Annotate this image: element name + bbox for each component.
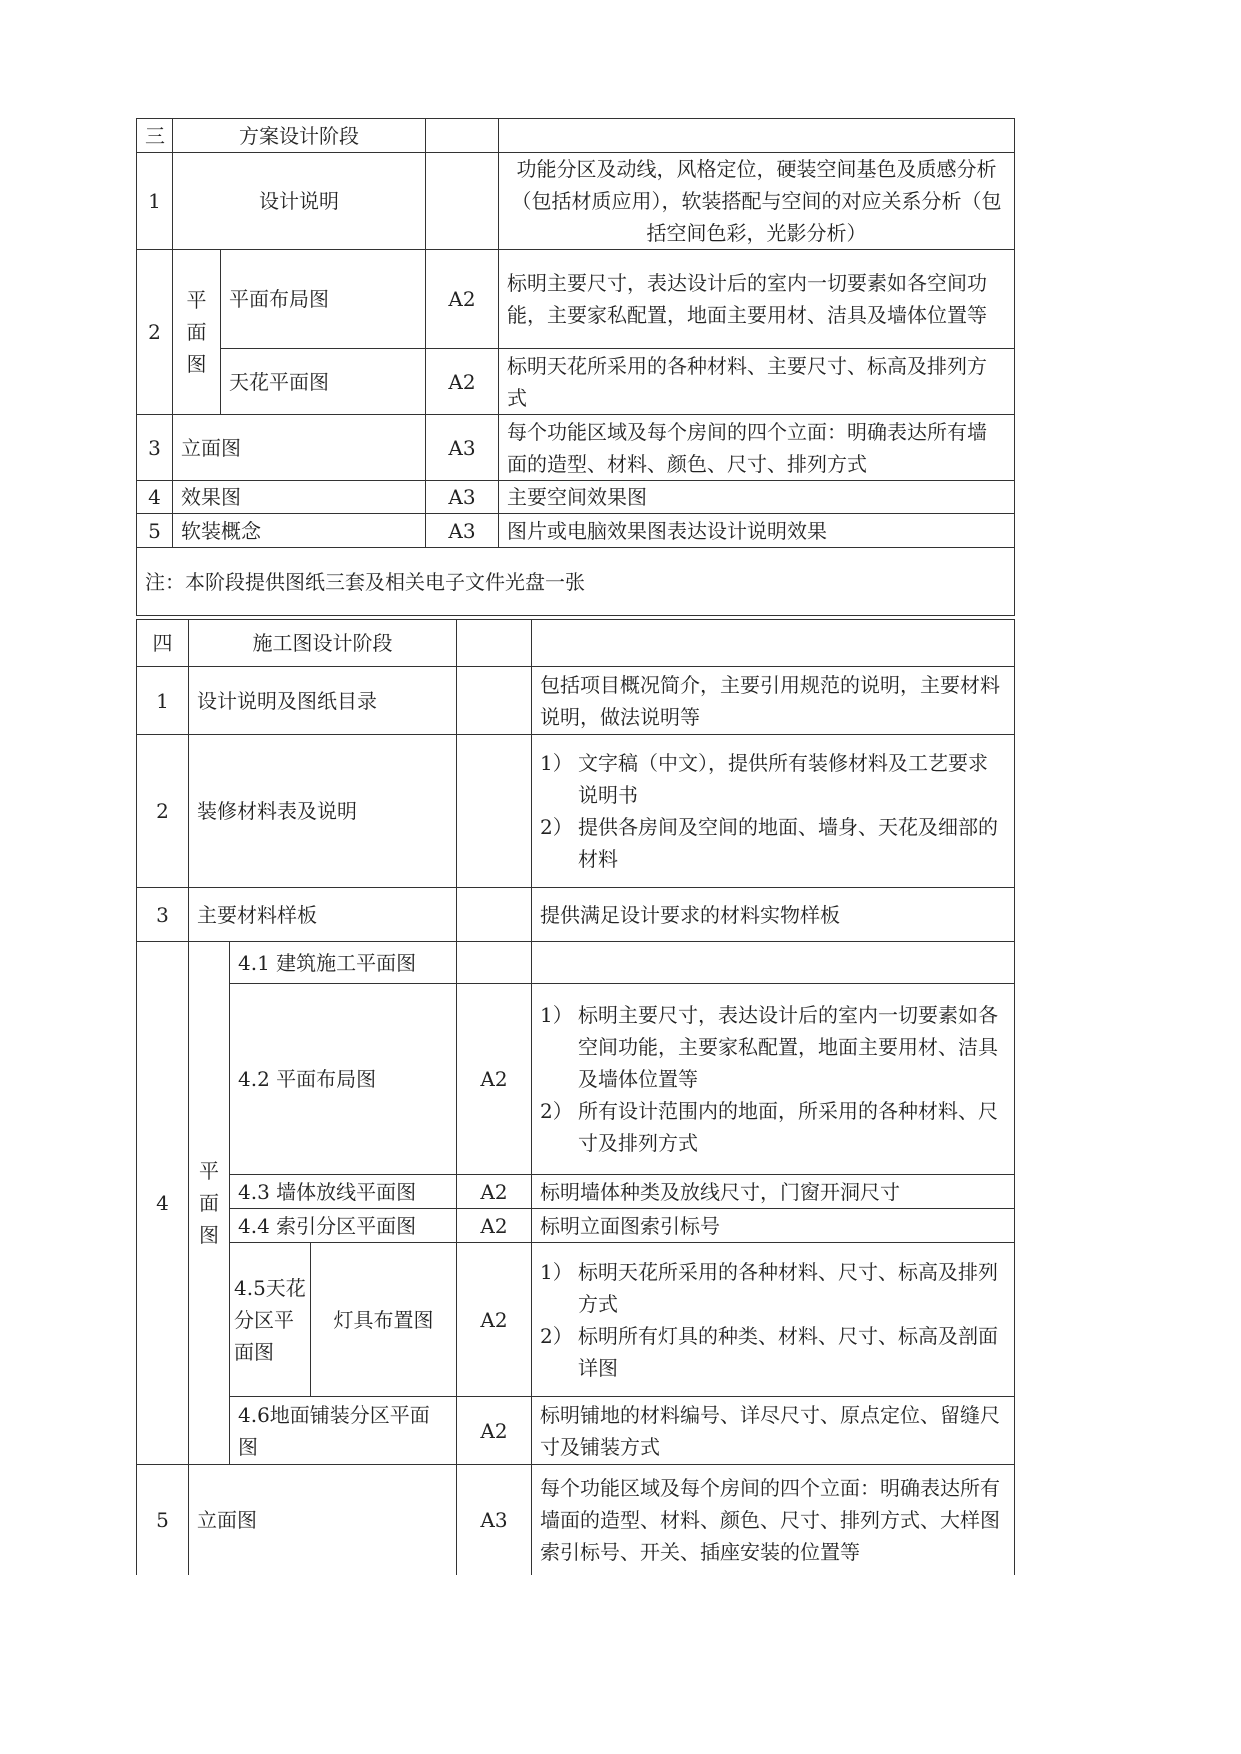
list-item	[540, 999, 1006, 1095]
row-size: A2	[426, 250, 499, 349]
size-cell	[426, 119, 499, 153]
row-group	[173, 250, 221, 415]
row-group-label: 平面图	[199, 1159, 219, 1247]
row-size: A2	[426, 349, 499, 415]
row-desc	[532, 735, 1015, 888]
list-number: 2）	[540, 1099, 573, 1123]
row-desc	[532, 1243, 1015, 1397]
row-name: 效果图	[173, 481, 426, 514]
desc-cell	[532, 620, 1015, 667]
stage-header-row	[137, 620, 1015, 667]
row-size: A3	[426, 514, 499, 548]
numbered-list	[540, 999, 1006, 1159]
row-desc: 标明天花所采用的各种材料、主要尺寸、标高及排列方式	[499, 349, 1015, 415]
list-text: 标明所有灯具的种类、材料、尺寸、标高及剖面详图	[578, 1323, 999, 1380]
row-size	[457, 888, 532, 942]
row-number: 4	[137, 481, 173, 514]
numbered-list	[540, 747, 1006, 875]
table-row	[137, 1397, 1015, 1465]
list-text: 标明主要尺寸，表达设计后的室内一切要素如各空间功能，主要家私配置，地面主要用材、洁具及墙体位置等	[578, 1003, 999, 1091]
row-name: 天花平面图	[221, 349, 426, 415]
table-row	[137, 1175, 1015, 1209]
row-number: 2	[137, 735, 189, 888]
row-number: 3	[137, 888, 189, 942]
row-name: 设计说明及图纸目录	[189, 667, 457, 735]
list-item	[540, 1320, 1006, 1384]
row-size: A3	[457, 1465, 532, 1575]
numbered-list	[540, 1256, 1006, 1384]
list-item	[540, 811, 1006, 875]
stage-header-row	[137, 119, 1015, 153]
row-desc: 标明立面图索引标号	[532, 1209, 1015, 1243]
row-number: 5	[137, 1465, 189, 1575]
table-row	[137, 415, 1015, 481]
list-number: 1）	[540, 751, 573, 775]
row-name: 装修材料表及说明	[189, 735, 457, 888]
table-row	[137, 250, 1015, 349]
sub-row-name: 4.1 建筑施工平面图	[230, 942, 457, 984]
list-number: 1）	[540, 1259, 573, 1284]
row-number: 1	[137, 667, 189, 735]
sub-row-name: 4.5天花分区平面图	[230, 1243, 311, 1397]
table-row	[137, 481, 1015, 514]
row-size	[457, 942, 532, 984]
row-desc: 功能分区及动线，风格定位，硬装空间基色及质感分析（包括材质应用），软装搭配与空间的对应关系分析（包括空间色彩，光影分析）	[499, 153, 1015, 250]
row-size: A2	[457, 984, 532, 1175]
row-desc: 标明主要尺寸，表达设计后的室内一切要素如各空间功能，主要家私配置，地面主要用材、洁具及墙体位置等	[499, 250, 1015, 349]
row-name: 立面图	[173, 415, 426, 481]
table-row	[137, 942, 1015, 984]
row-desc: 主要空间效果图	[499, 481, 1015, 514]
row-desc: 标明铺地的材料编号、详尽尺寸、原点定位、留缝尺寸及铺装方式	[532, 1397, 1015, 1465]
row-size	[426, 153, 499, 250]
table-row	[137, 153, 1015, 250]
row-desc	[532, 984, 1015, 1175]
row-size	[457, 735, 532, 888]
list-text: 所有设计范围内的地面，所采用的各种材料、尺寸及排列方式	[578, 1099, 999, 1155]
row-size: A2	[457, 1397, 532, 1465]
row-number: 3	[137, 415, 173, 481]
row-name: 平面布局图	[221, 250, 426, 349]
table-row	[137, 888, 1015, 942]
table-row	[137, 1465, 1015, 1575]
row-number: 5	[137, 514, 173, 548]
stage-number: 三	[137, 119, 173, 153]
row-number: 2	[137, 250, 173, 415]
row-size: A2	[457, 1243, 532, 1397]
list-text: 文字稿（中文），提供所有装修材料及工艺要求说明书	[578, 751, 989, 807]
row-desc	[532, 942, 1015, 984]
row-size	[457, 667, 532, 735]
row-size: A3	[426, 415, 499, 481]
table-row	[137, 349, 1015, 415]
table-row	[137, 1243, 1015, 1397]
sub-row-name: 4.6地面铺装分区平面图	[230, 1397, 457, 1465]
list-text: 提供各房间及空间的地面、墙身、天花及细部的材料	[578, 815, 999, 871]
row-group	[189, 942, 230, 1465]
size-cell	[457, 620, 532, 667]
table-row	[137, 984, 1015, 1175]
list-item	[540, 1095, 1006, 1159]
row-desc: 包括项目概况简介，主要引用规范的说明，主要材料说明，做法说明等	[532, 667, 1015, 735]
row-size: A2	[457, 1175, 532, 1209]
row-name: 软装概念	[173, 514, 426, 548]
sub-row-name: 4.2 平面布局图	[230, 984, 457, 1175]
stage-title: 方案设计阶段	[173, 119, 426, 153]
list-number: 1）	[540, 1003, 573, 1027]
table-row	[137, 735, 1015, 888]
row-size: A2	[457, 1209, 532, 1243]
row-number: 1	[137, 153, 173, 250]
row-size: A3	[426, 481, 499, 514]
scheme-design-table	[136, 118, 1015, 616]
stage-number: 四	[137, 620, 189, 667]
row-desc: 图片或电脑效果图表达设计说明效果	[499, 514, 1015, 548]
row-name: 设计说明	[173, 153, 426, 250]
stage-note: 注：本阶段提供图纸三套及相关电子文件光盘一张	[137, 548, 1015, 616]
row-name: 主要材料样板	[189, 888, 457, 942]
table-row	[137, 667, 1015, 735]
row-group-label: 平面图	[186, 288, 207, 376]
stage-title: 施工图设计阶段	[189, 620, 457, 667]
row-desc: 提供满足设计要求的材料实物样板	[532, 888, 1015, 942]
construction-drawing-table	[136, 619, 1015, 1575]
note-row	[137, 548, 1015, 616]
row-desc: 每个功能区域及每个房间的四个立面：明确表达所有墙面的造型、材料、颜色、尺寸、排列方式	[499, 415, 1015, 481]
sub-row-name-2: 灯具布置图	[311, 1243, 457, 1397]
sub-row-name: 4.3 墙体放线平面图	[230, 1175, 457, 1209]
row-name: 立面图	[189, 1465, 457, 1575]
row-desc: 标明墙体种类及放线尺寸，门窗开洞尺寸	[532, 1175, 1015, 1209]
list-number: 2）	[540, 1323, 573, 1348]
list-text: 标明天花所采用的各种材料、尺寸、标高及排列方式	[578, 1259, 999, 1316]
list-item	[540, 747, 1006, 811]
list-item	[540, 1256, 1006, 1320]
sub-row-name: 4.4 索引分区平面图	[230, 1209, 457, 1243]
row-desc: 每个功能区域及每个房间的四个立面：明确表达所有墙面的造型、材料、颜色、尺寸、排列方式、大样图索引标号、开关、插座安装的位置等	[532, 1465, 1015, 1575]
list-number: 2）	[540, 815, 573, 839]
table-row	[137, 1209, 1015, 1243]
row-number: 4	[137, 942, 189, 1465]
desc-cell	[499, 119, 1015, 153]
table-row	[137, 514, 1015, 548]
